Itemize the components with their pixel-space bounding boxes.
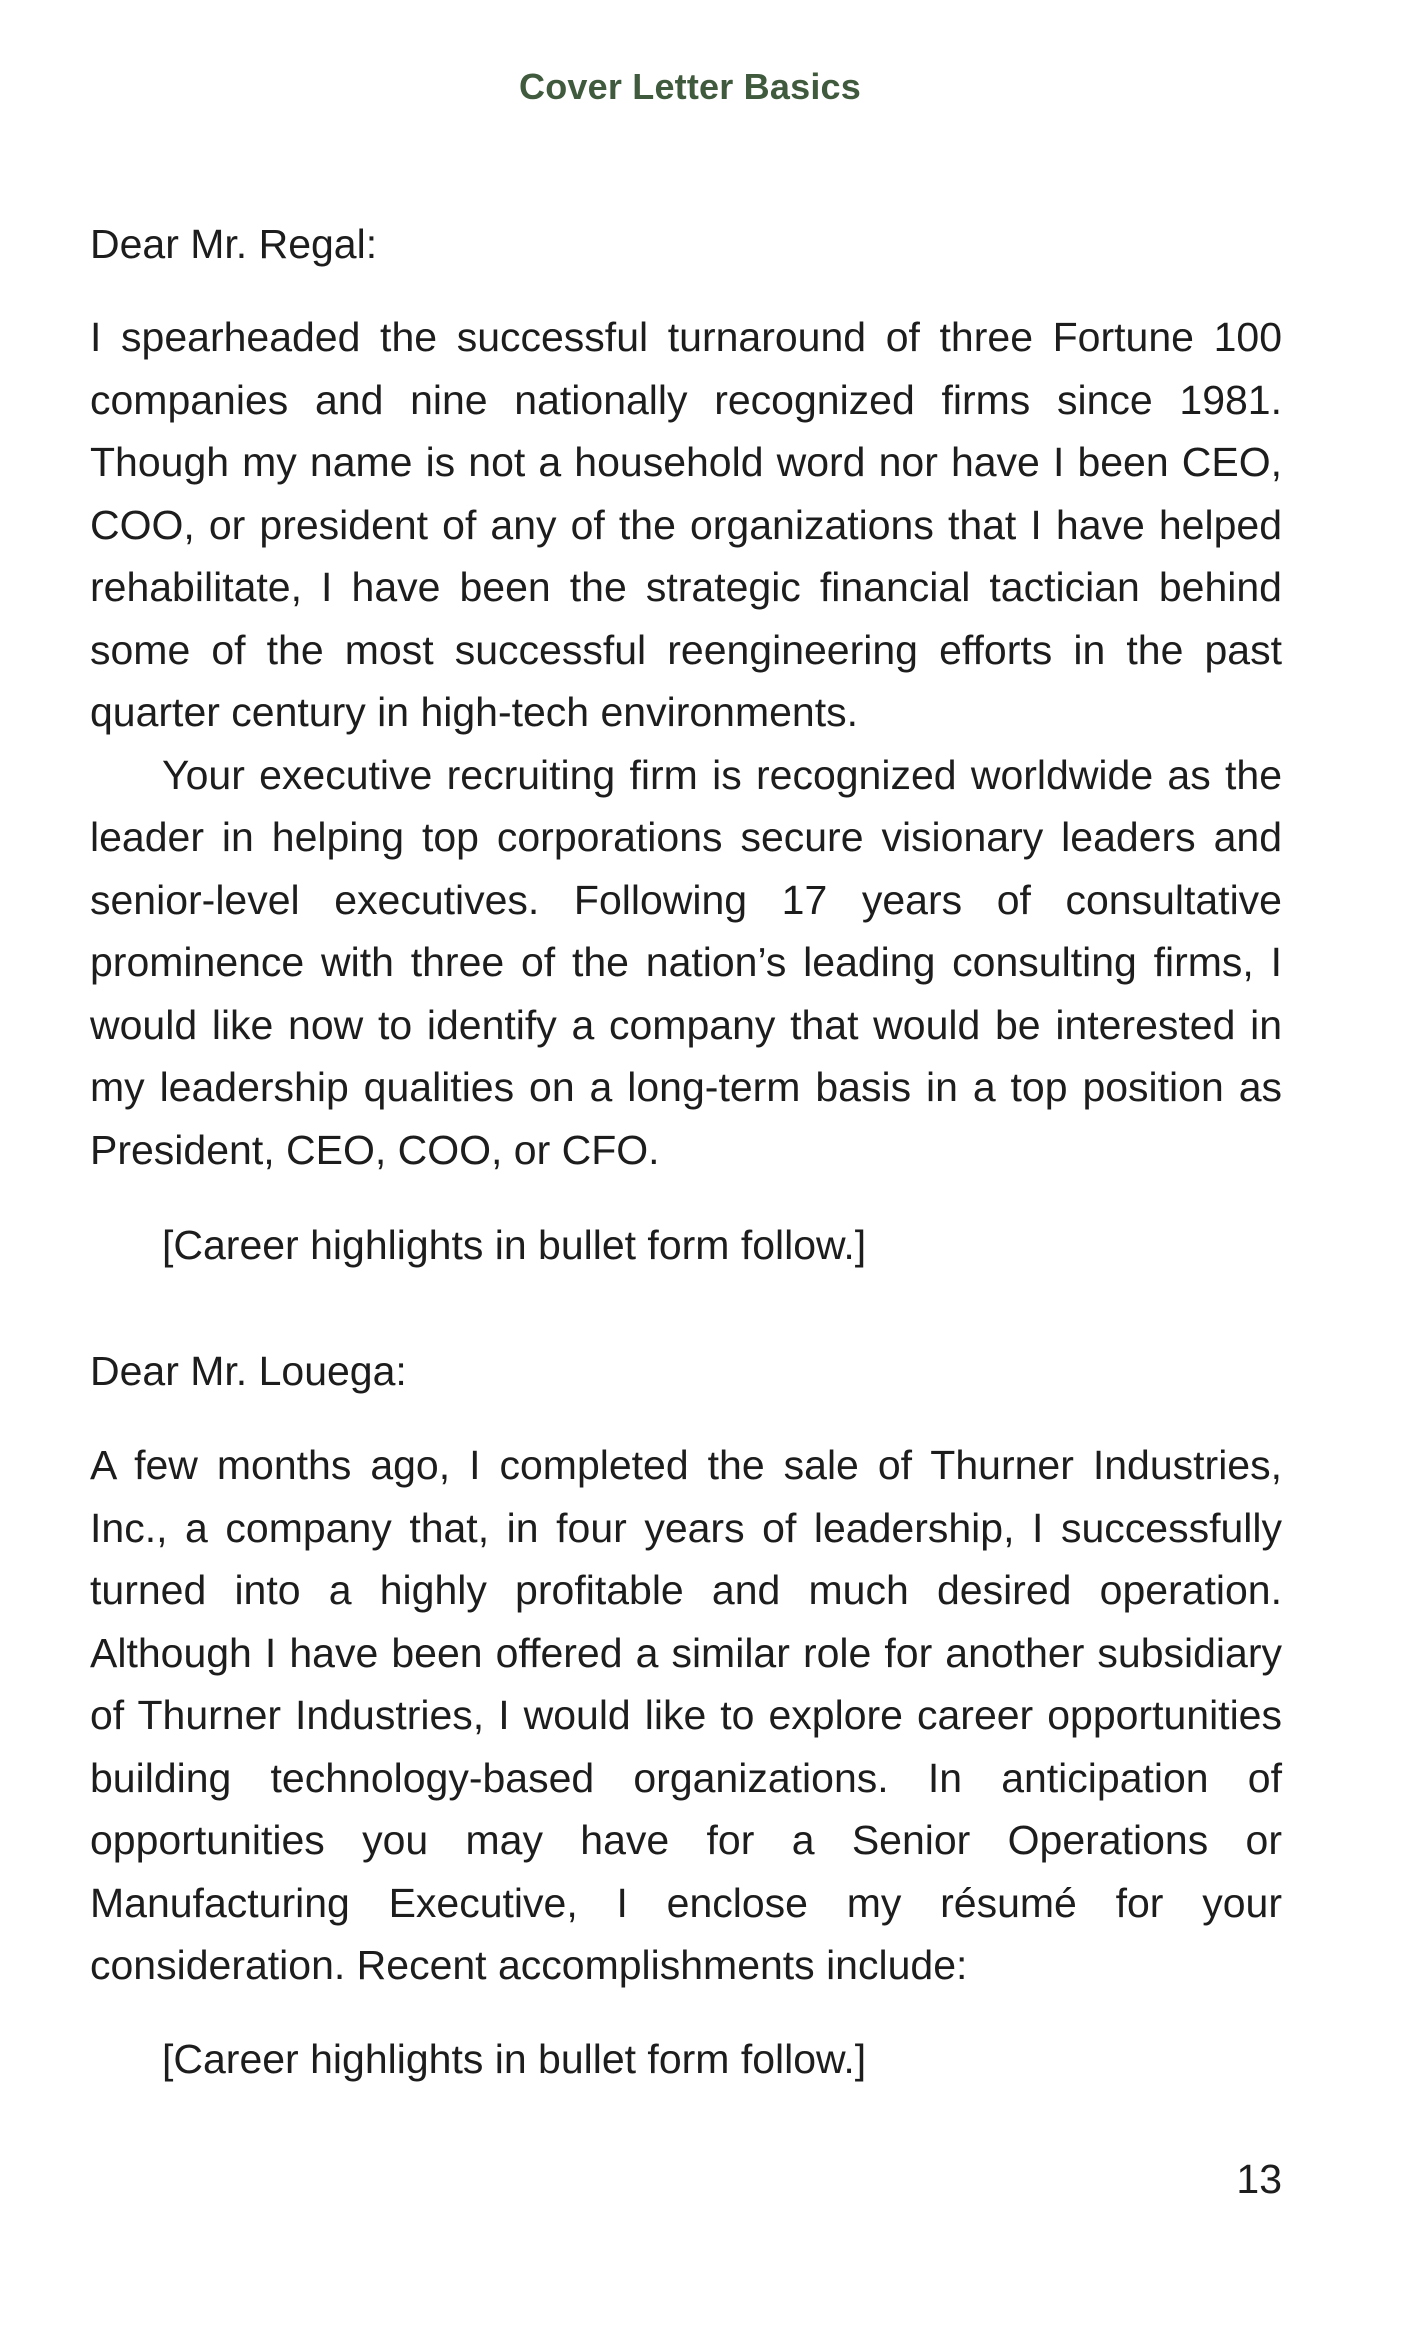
letter2-career-note: [Career highlights in bullet form follow.]	[162, 2036, 867, 2082]
letter2-salutation: Dear Mr. Louega:	[90, 1348, 407, 1394]
letter1-paragraph-2: Your executive recruiting firm is recognized worldwide as the leader in helping top corporations secure visionary leaders and senior-level executives. Following 17 years of consultative prominence with three of the nation’s leading consulting firms, I would like now to identify a company that would be interested in my leadership qualities on a long-term basis in a top position as President, CEO, COO, or CFO.	[90, 751, 1282, 1173]
running-head: Cover Letter Basics	[519, 66, 861, 107]
letter1-body	[90, 306, 1282, 1181]
letter1-paragraph-1: I spearheaded the successful turnaround of three Fortune 100 companies and nine nationally recognized firms since 1981. Though my name is not a household word nor have I been CEO, COO, or president of any of the organizations that I have helped rehabilitate, I have been the strategic financial tactician behind some of the most successful reengineering efforts in the past quarter century in high-tech environments.	[90, 314, 1282, 735]
letter1-career-note: [Career highlights in bullet form follow.]	[162, 1222, 867, 1268]
page-number: 13	[1236, 2156, 1282, 2202]
letter2-paragraph-1: A few months ago, I completed the sale of Thurner Industries, Inc., a company that, in four years of leadership, I successfully turned into a highly profitable and much desired operation. Although I have been offered a similar role for another subsidiary of Thurner Industries, I would like to explore career opportunities building technology-based organizations. In anticipation of opportunities you may have for a Senior Operations or Manufacturing Executive, I enclose my résumé for your consideration. Recent accomplishments include:	[90, 1442, 1282, 1988]
letter2-body	[90, 1434, 1282, 1997]
letter1-salutation: Dear Mr. Regal:	[90, 221, 378, 267]
